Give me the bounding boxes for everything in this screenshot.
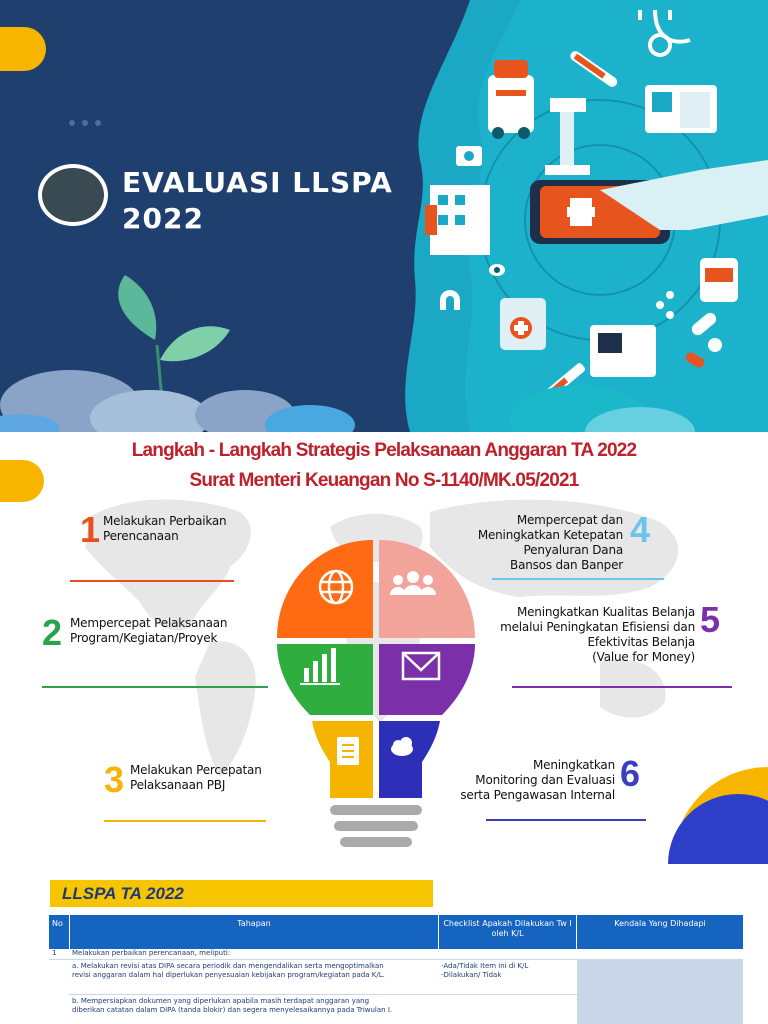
step-4-underline — [492, 578, 664, 580]
step-2-underline — [42, 686, 268, 688]
medical-chart-icon — [645, 85, 717, 133]
llspa-table-slide — [0, 864, 768, 1024]
step-4-number: 4 — [630, 509, 651, 550]
sub-item-a-line: revisi anggaran dalam hal diperlukan penyesuaian kebijakan program/kegiatan pada K/L. — [72, 971, 385, 979]
column-header-no: No — [49, 915, 69, 949]
slide-heading-line-2: Surat Menteri Keuangan No S-1140/MK.05/2021 — [189, 470, 579, 491]
first-aid-kit-icon — [500, 298, 546, 350]
bulb-base — [330, 805, 422, 847]
column-header-tahapan: Tahapan — [70, 915, 438, 949]
medical-illustration — [0, 0, 768, 432]
step-1-line: Perencanaan — [103, 529, 179, 543]
document-icon — [337, 737, 359, 765]
step-5-line: Meningkatkan Kualitas Belanja — [516, 605, 695, 619]
step-2-text — [70, 616, 227, 646]
step-3-line: Melakukan Percepatan — [130, 763, 262, 777]
title-line-2: 2022 — [122, 202, 204, 235]
step-4-line: Penyaluran Dana — [523, 543, 623, 557]
title-slide — [0, 0, 768, 432]
step-5-text — [500, 605, 695, 665]
title-line-1: EVALUASI LLSPA — [122, 166, 393, 199]
step-2-line: Program/Kegiatan/Proyek — [70, 631, 218, 645]
strategy-slide — [0, 432, 768, 864]
step-3-number: 3 — [104, 759, 125, 800]
step-5-line: (Value for Money) — [592, 650, 695, 664]
column-header-checklist: Checklist Apakah Dilakukan Tw I oleh K/L — [439, 915, 576, 949]
checklist-line: -Dilakukan/ Tidak — [441, 971, 502, 979]
step-3-underline — [104, 820, 266, 822]
sub-item-b-line: diberikan catatan dalam DIPA (tanda blokir) dan segera menyelesaikannya pada Triwulan I. — [72, 1006, 393, 1014]
table-row-divider — [69, 994, 577, 995]
step-4-line: Bansos dan Banper — [510, 558, 623, 572]
eye-icon — [489, 264, 505, 276]
leaf-plant-icon — [118, 275, 230, 400]
x-ray-folder-icon — [590, 325, 656, 377]
step-2-number: 2 — [42, 612, 63, 653]
step-1-line: Melakukan Perbaikan — [103, 514, 227, 528]
bulb-lower-right-segment — [379, 721, 440, 798]
sub-item-b — [72, 997, 392, 1015]
kendala-cell — [577, 960, 743, 1024]
sub-item-b-line: b. Mempersiapkan dokumen yang diperlukan apabila masih terdapat anggaran yang — [72, 997, 370, 1005]
step-1-underline — [70, 580, 234, 582]
step-1-number: 1 — [80, 509, 101, 550]
hospital-building-icon — [425, 185, 490, 255]
step-3-text — [130, 763, 262, 793]
step-6-number: 6 — [620, 753, 641, 794]
sub-item-a-checklist — [441, 962, 528, 980]
step-5-underline — [512, 686, 732, 688]
slide-heading-line-1: Langkah - Langkah Strategis Pelaksanaan Anggaran TA 2022 — [131, 440, 637, 461]
sub-item-a — [72, 962, 385, 980]
step-4-text — [478, 513, 623, 573]
step-6-text — [460, 758, 615, 803]
decorative-corner-shape — [668, 767, 768, 864]
column-header-kendala: Kendala Yang Dihadapi — [577, 915, 743, 949]
step-6-line: Monitoring dan Evaluasi — [475, 773, 615, 787]
checklist-line: -Ada/Tidak Item ini di K/L — [441, 962, 529, 970]
step-5-line: melalui Peningkatan Efisiensi dan — [500, 620, 695, 634]
row-title: Melakukan perbaikan perencanaan, meliputi: — [72, 949, 231, 957]
step-5-number: 5 — [700, 599, 721, 640]
step-6-underline — [486, 819, 646, 821]
table-title: LLSPA TA 2022 — [62, 884, 184, 903]
step-5-line: Efektivitas Belanja — [587, 635, 695, 649]
step-6-line: serta Pengawasan Internal — [460, 788, 615, 802]
step-4-line: Meningkatkan Ketepatan — [477, 528, 623, 542]
medicine-bottle-icon — [700, 258, 738, 302]
step-6-line: Meningkatkan — [533, 758, 615, 772]
ambulance-icon — [488, 60, 534, 139]
step-1-text — [103, 514, 226, 544]
step-4-line: Mempercepat dan — [516, 513, 623, 527]
decorative-clouds — [0, 370, 355, 432]
sub-item-a-line: a. Melakukan revisi atas DIPA secara periodik dan mengendalikan serta mengoptimalkan — [72, 962, 384, 970]
bulb-top-left-segment — [277, 540, 373, 638]
camera-icon — [456, 146, 482, 166]
step-3-line: Pelaksanaan PBJ — [130, 778, 226, 792]
step-2-line: Mempercepat Pelaksanaan — [70, 616, 228, 630]
row-number: 1 — [52, 949, 57, 957]
